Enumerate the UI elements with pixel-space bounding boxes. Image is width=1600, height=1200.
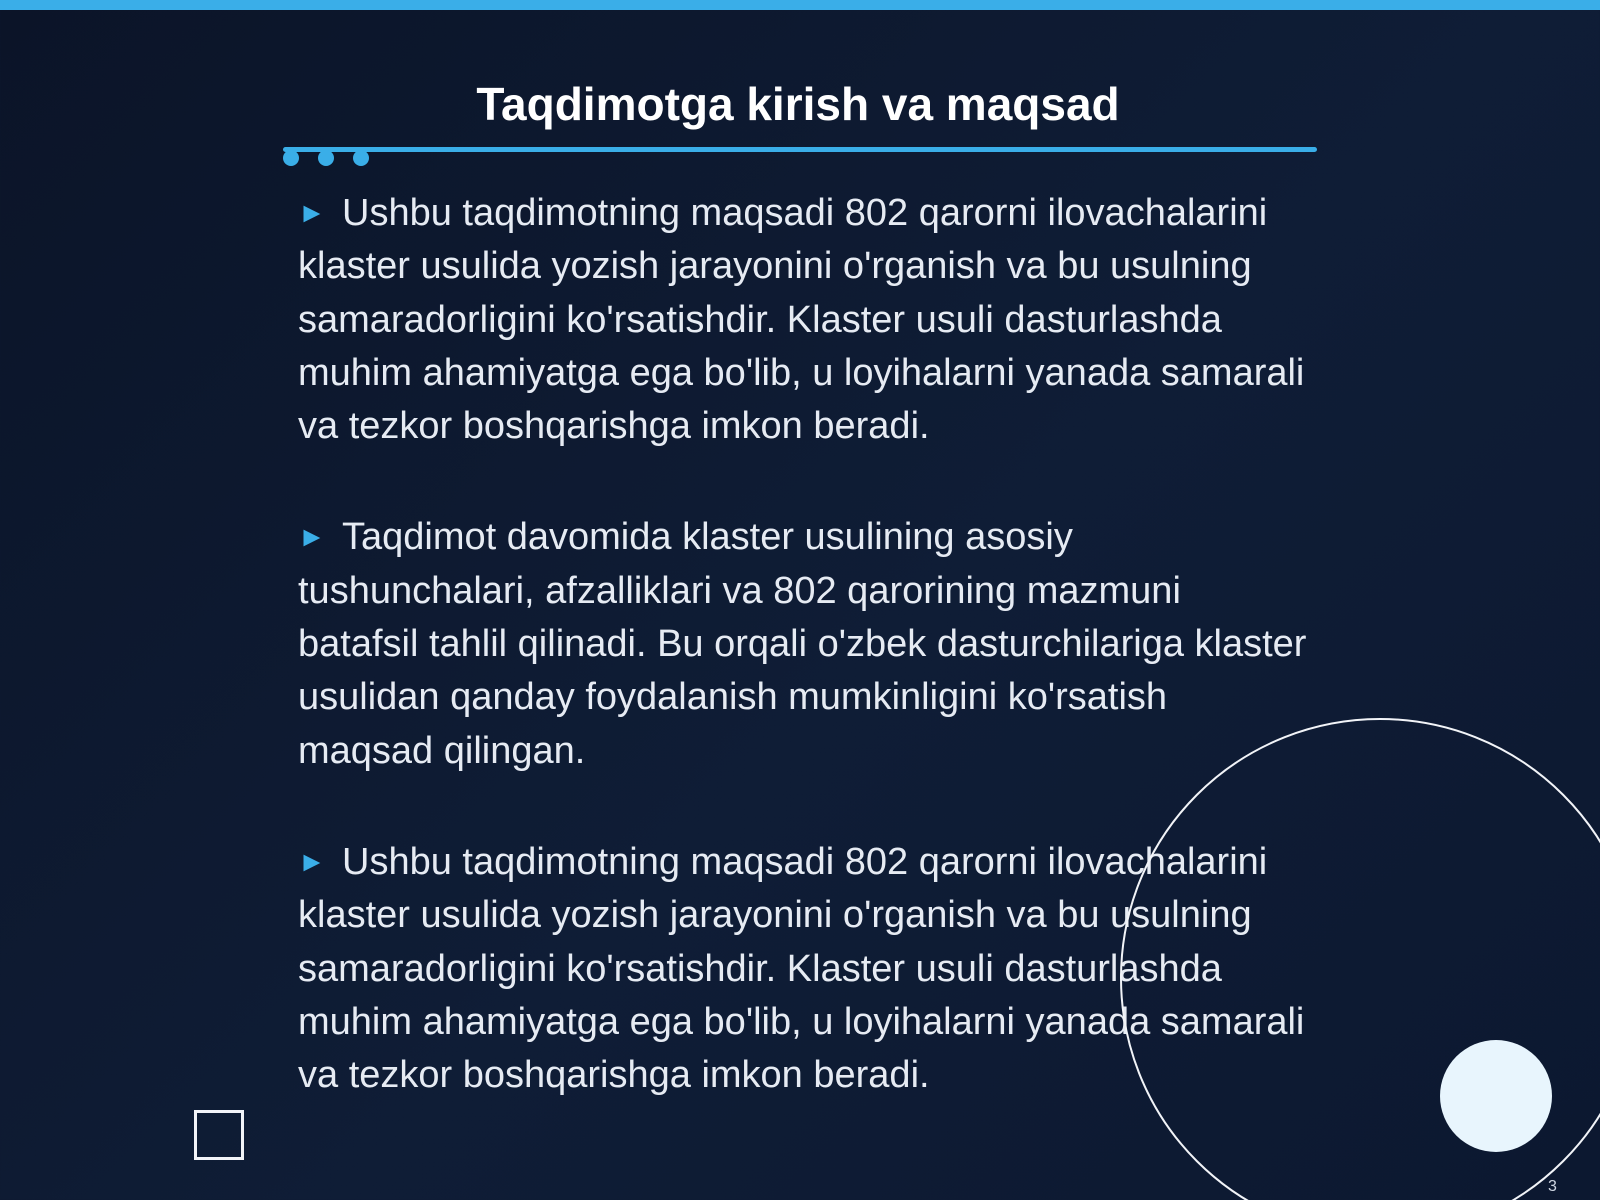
decorative-square [194,1110,244,1160]
bullet-text: Ushbu taqdimotning maqsadi 802 qarorni ilovachalarini klaster usulida yozish jarayonini o'rganish va bu usulning samaradorligini ko'rsatishdir. Klaster usuli dasturlashda muhim ahamiyatga ega bo'lib, u loyihalarni yanada samarali va tezkor boshqarishga imkon beradi. [298,192,1305,448]
decorative-dot [353,150,369,166]
title-underline [283,147,1317,152]
triangle-right-icon: ► [298,521,326,553]
triangle-right-icon: ► [298,197,326,228]
decorative-circle-solid [1440,1040,1552,1152]
decorative-dot [318,150,334,166]
slide-title: Taqdimotga kirish va maqsad [476,78,1120,130]
bullet-text: Ushbu taqdimotning maqsadi 802 qarorni ilovachalarini klaster usulida yozish jarayonini o'rganish va bu usulning samaradorligini ko'rsatishdir. Klaster usuli dasturlashda muhim ahamiyatga ega bo'lib, u loyihalarni yanada samarali va tezkor boshqarishga imkon beradi. [298,840,1305,1097]
decorative-dot [283,150,299,166]
page-number: 3 [1548,1178,1557,1195]
bullet-item [298,510,1308,777]
bullet-text: Taqdimot davomida klaster usulining asosiy tushunchalari, afzalliklari va 802 qarorining mazmuni batafsil tahlil qilinadi. Bu orqali o'zbek dasturchilariga klaster usulidan qanday foydalanish mumkinligini ko'rsatish maqsad qilingan. [298,516,1307,772]
bullet-item [298,186,1308,453]
top-accent-bar [0,0,1600,10]
triangle-right-icon: ► [298,845,326,877]
